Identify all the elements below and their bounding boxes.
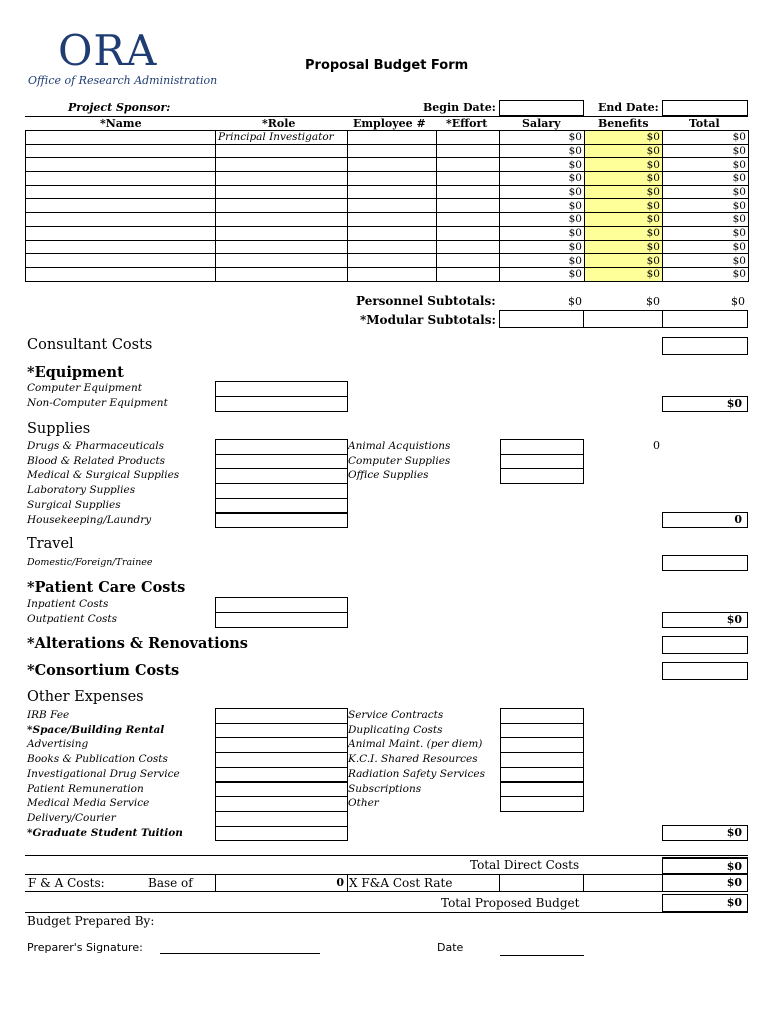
col-employee: Employee # — [353, 117, 426, 130]
personnel-row — [26, 158, 749, 172]
end-date-field[interactable] — [662, 100, 748, 116]
role-cell[interactable] — [216, 226, 348, 240]
effort-cell[interactable] — [437, 267, 500, 281]
salary-cell: $0 — [500, 131, 585, 145]
other-item-field[interactable] — [215, 737, 348, 753]
date-label: Date — [437, 941, 464, 954]
benefits-cell: $0 — [585, 254, 663, 268]
fa-costs-label: F & A Costs: — [28, 876, 105, 890]
other-right-item-field[interactable] — [500, 708, 584, 724]
other-item-label: *Space/Building Rental — [27, 723, 165, 736]
salary-cell: $0 — [500, 172, 585, 186]
supplies-right-item-label: Animal Acquistions — [348, 440, 451, 452]
direct-value: $0 — [726, 860, 742, 873]
personnel-header-row — [25, 116, 748, 131]
other-item-label: Books & Publication Costs — [27, 753, 168, 766]
other-item-field[interactable] — [215, 796, 348, 812]
total-proposed-label: Total Proposed Budget — [441, 896, 580, 910]
effort-cell[interactable] — [437, 185, 500, 199]
patient-care-item: Outpatient Costs — [27, 613, 118, 625]
other-item-label: *Graduate Student Tuition — [27, 826, 183, 839]
bottom-line — [25, 912, 748, 913]
benefits-cell: $0 — [585, 240, 663, 254]
other-item-field[interactable] — [215, 826, 348, 842]
supplies-zero-value: 0 — [653, 439, 660, 452]
supplies-total-value: 0 — [734, 513, 742, 526]
supplies-item-field[interactable] — [215, 498, 348, 514]
effort-cell[interactable] — [437, 213, 500, 227]
role-cell[interactable] — [216, 158, 348, 172]
project-sponsor-label: Project Sponsor: — [68, 101, 171, 114]
supplies-title: Supplies — [27, 421, 91, 437]
logo-subtitle: Office of Research Administration — [28, 74, 218, 87]
benefits-cell: $0 — [585, 267, 663, 281]
supplies-item-field[interactable] — [215, 483, 348, 499]
personnel-table — [25, 130, 749, 282]
other-item-label: IRB Fee — [27, 709, 70, 721]
effort-cell[interactable] — [437, 144, 500, 158]
effort-cell[interactable] — [437, 172, 500, 186]
total-cell: $0 — [663, 131, 749, 145]
date-line[interactable] — [500, 955, 584, 956]
benefits-cell: $0 — [585, 199, 663, 213]
other-right-item-label: Service Contracts — [348, 709, 444, 721]
proposed-value: $0 — [726, 896, 742, 909]
role-cell[interactable] — [216, 240, 348, 254]
name-cell[interactable] — [26, 131, 216, 145]
other-right-item-label: K.C.I. Shared Resources — [348, 753, 478, 766]
other-right-item-field[interactable] — [500, 767, 584, 783]
non-computer-equipment-field[interactable] — [215, 396, 348, 412]
ora-logo — [28, 28, 218, 90]
benefits-cell: $0 — [585, 158, 663, 172]
fa-value-text: $0 — [726, 876, 742, 889]
effort-cell[interactable] — [437, 158, 500, 172]
patient-care-title: *Patient Care Costs — [27, 579, 186, 596]
total-cell: $0 — [663, 240, 749, 254]
other-item-field[interactable] — [215, 782, 348, 798]
personnel-row — [26, 240, 749, 254]
other-right-item-label: Duplicating Costs — [348, 723, 443, 736]
total-direct-value — [662, 857, 748, 874]
benefits-cell: $0 — [585, 172, 663, 186]
patient-care-total — [662, 612, 748, 628]
name-cell[interactable] — [26, 226, 216, 240]
fa-rate-label: X F&A Cost Rate — [349, 876, 453, 890]
equipment-item: Computer Equipment — [27, 382, 142, 394]
other-expenses-total — [662, 825, 748, 841]
col-salary: Salary — [522, 117, 561, 130]
benefits-cell: $0 — [585, 213, 663, 227]
equipment-total-value: $0 — [726, 397, 742, 410]
role-cell[interactable] — [216, 144, 348, 158]
supplies-right-item-field[interactable] — [500, 439, 584, 455]
fa-rate-field[interactable] — [499, 874, 584, 892]
other-item-label: Patient Remuneration — [27, 782, 144, 795]
travel-title: Travel — [27, 536, 74, 552]
other-right-item-label: Subscriptions — [348, 782, 422, 795]
employee-cell[interactable] — [348, 185, 437, 199]
col-effort: *Effort — [446, 117, 488, 130]
patient-care-total-value: $0 — [726, 613, 742, 626]
total-cell: $0 — [663, 199, 749, 213]
modular-subtotals-label: *Modular Subtotals: — [360, 313, 496, 327]
role-cell[interactable] — [216, 172, 348, 186]
other-right-item-label: Radiation Safety Services — [348, 767, 485, 780]
col-total: Total — [689, 117, 720, 130]
salary-cell: $0 — [500, 213, 585, 227]
other-expenses-title: Other Expenses — [27, 689, 144, 705]
consultant-total-field[interactable] — [662, 337, 748, 355]
name-cell[interactable] — [26, 254, 216, 268]
computer-equipment-field[interactable] — [215, 381, 348, 397]
subtotal-benefits: $0 — [646, 295, 660, 308]
employee-cell[interactable] — [348, 172, 437, 186]
total-proposed-value — [662, 894, 748, 912]
employee-cell[interactable] — [348, 144, 437, 158]
supplies-item-label: Laboratory Supplies — [27, 484, 136, 497]
other-right-item-field[interactable] — [500, 723, 584, 739]
salary-cell: $0 — [500, 158, 585, 172]
role-cell[interactable] — [216, 185, 348, 199]
name-cell[interactable] — [26, 172, 216, 186]
employee-cell[interactable] — [348, 213, 437, 227]
prepared-by-label: Budget Prepared By: — [27, 914, 155, 928]
personnel-row — [26, 226, 749, 240]
personnel-row — [26, 267, 749, 281]
total-cell: $0 — [663, 185, 749, 199]
supplies-total — [662, 512, 748, 528]
supplies-item-label: Blood & Related Products — [27, 454, 166, 467]
effort-cell[interactable] — [437, 199, 500, 213]
consortium-total-field[interactable] — [662, 662, 748, 680]
salary-cell: $0 — [500, 254, 585, 268]
effort-cell[interactable] — [437, 131, 500, 145]
other-right-item-field[interactable] — [500, 782, 584, 798]
supplies-item-field[interactable] — [215, 468, 348, 484]
supplies-item-label: Drugs & Pharmaceuticals — [27, 440, 164, 452]
total-cell: $0 — [663, 254, 749, 268]
col-name: *Name — [100, 117, 142, 130]
effort-cell[interactable] — [437, 254, 500, 268]
personnel-row — [26, 185, 749, 199]
role-cell[interactable]: Principal Investigator — [216, 131, 348, 145]
total-cell: $0 — [663, 172, 749, 186]
divider-line — [25, 855, 748, 856]
other-right-item-field[interactable] — [500, 796, 584, 812]
salary-cell: $0 — [500, 185, 585, 199]
col-role: *Role — [262, 117, 296, 130]
other-right-item-field[interactable] — [500, 752, 584, 768]
other-item-field[interactable] — [215, 767, 348, 783]
personnel-row — [26, 213, 749, 227]
employee-cell[interactable] — [348, 267, 437, 281]
inpatient-field[interactable] — [215, 597, 348, 613]
consortium-title: *Consortium Costs — [27, 662, 180, 679]
other-right-item-label: Other — [348, 797, 379, 810]
begin-date-field[interactable] — [499, 100, 584, 116]
end-date-label: End Date: — [598, 101, 659, 114]
salary-cell: $0 — [500, 144, 585, 158]
role-cell[interactable] — [216, 213, 348, 227]
benefits-cell: $0 — [585, 144, 663, 158]
supplies-right-item-label: Computer Supplies — [348, 454, 451, 467]
other-item-field[interactable] — [215, 723, 348, 739]
name-cell[interactable] — [26, 185, 216, 199]
other-item-label: Medical Media Service — [27, 797, 150, 810]
supplies-item-label: Housekeeping/Laundry — [27, 513, 152, 526]
role-cell[interactable] — [216, 254, 348, 268]
employee-cell[interactable] — [348, 226, 437, 240]
base-value[interactable] — [215, 874, 348, 892]
personnel-subtotals-label: Personnel Subtotals: — [356, 294, 496, 308]
other-right-item-label: Animal Maint. (per diem) — [348, 738, 483, 751]
total-cell: $0 — [663, 226, 749, 240]
name-cell[interactable] — [26, 267, 216, 281]
begin-date-label: Begin Date: — [423, 101, 496, 114]
employee-cell[interactable] — [348, 254, 437, 268]
equipment-title: *Equipment — [27, 364, 124, 381]
consultant-title: Consultant Costs — [27, 337, 153, 353]
fa-value — [662, 874, 748, 892]
benefits-cell: $0 — [585, 226, 663, 240]
benefits-cell: $0 — [585, 131, 663, 145]
employee-cell[interactable] — [348, 199, 437, 213]
other-item-label: Delivery/Courier — [27, 811, 116, 824]
other-total-value: $0 — [726, 826, 742, 839]
total-direct-label: Total Direct Costs — [470, 858, 580, 872]
name-cell[interactable] — [26, 213, 216, 227]
personnel-row — [26, 172, 749, 186]
alterations-title: *Alterations & Renovations — [27, 635, 248, 652]
supplies-right-item-label: Office Supplies — [348, 469, 429, 482]
supplies-item-label: Medical & Surgical Supplies — [27, 469, 180, 482]
total-cell: $0 — [663, 267, 749, 281]
subtotal-salary: $0 — [568, 295, 582, 308]
col-benefits: Benefits — [598, 117, 649, 130]
employee-cell[interactable] — [348, 240, 437, 254]
other-item-label: Investigational Drug Service — [27, 767, 180, 780]
name-cell[interactable] — [26, 199, 216, 213]
personnel-row — [26, 254, 749, 268]
modular-total-field[interactable] — [662, 310, 748, 328]
signature-label: Preparer's Signature: — [27, 941, 143, 954]
name-cell[interactable] — [26, 144, 216, 158]
modular-benefits-field[interactable] — [583, 310, 663, 328]
outpatient-field[interactable] — [215, 612, 348, 628]
personnel-row — [26, 144, 749, 158]
equipment-item: Non-Computer Equipment — [27, 397, 168, 409]
employee-cell[interactable] — [348, 131, 437, 145]
other-item-field[interactable] — [215, 752, 348, 768]
travel-item: Domestic/Foreign/Trainee — [27, 557, 153, 568]
modular-salary-field[interactable] — [499, 310, 584, 328]
other-right-item-field[interactable] — [500, 737, 584, 753]
logo-text: ORA — [58, 26, 158, 75]
base-of-label: Base of — [148, 876, 193, 890]
base-value-text: 0 — [336, 876, 344, 889]
supplies-item-field[interactable] — [215, 454, 348, 470]
name-cell[interactable] — [26, 240, 216, 254]
benefits-cell: $0 — [585, 185, 663, 199]
role-cell[interactable] — [216, 267, 348, 281]
supplies-right-item-field[interactable] — [500, 454, 584, 470]
personnel-row — [26, 199, 749, 213]
role-cell[interactable] — [216, 199, 348, 213]
other-item-field[interactable] — [215, 708, 348, 724]
employee-cell[interactable] — [348, 158, 437, 172]
supplies-right-item-field[interactable] — [500, 468, 584, 484]
total-cell: $0 — [663, 213, 749, 227]
equipment-total — [662, 396, 748, 412]
effort-cell[interactable] — [437, 240, 500, 254]
other-item-field[interactable] — [215, 811, 348, 827]
alterations-total-field[interactable] — [662, 636, 748, 654]
total-cell: $0 — [663, 144, 749, 158]
effort-cell[interactable] — [437, 226, 500, 240]
supplies-item-field[interactable] — [215, 513, 348, 529]
signature-line[interactable] — [160, 953, 320, 954]
salary-cell: $0 — [500, 226, 585, 240]
other-item-label: Advertising — [27, 738, 89, 751]
subtotal-total: $0 — [731, 295, 745, 308]
name-cell[interactable] — [26, 158, 216, 172]
travel-total-field[interactable] — [662, 555, 748, 571]
supplies-item-field[interactable] — [215, 439, 348, 455]
salary-cell: $0 — [500, 199, 585, 213]
total-cell: $0 — [663, 158, 749, 172]
form-title: Proposal Budget Form — [305, 58, 469, 73]
salary-cell: $0 — [500, 267, 585, 281]
salary-cell: $0 — [500, 240, 585, 254]
supplies-item-label: Surgical Supplies — [27, 498, 121, 511]
patient-care-item: Inpatient Costs — [27, 598, 109, 610]
personnel-row — [26, 131, 749, 145]
